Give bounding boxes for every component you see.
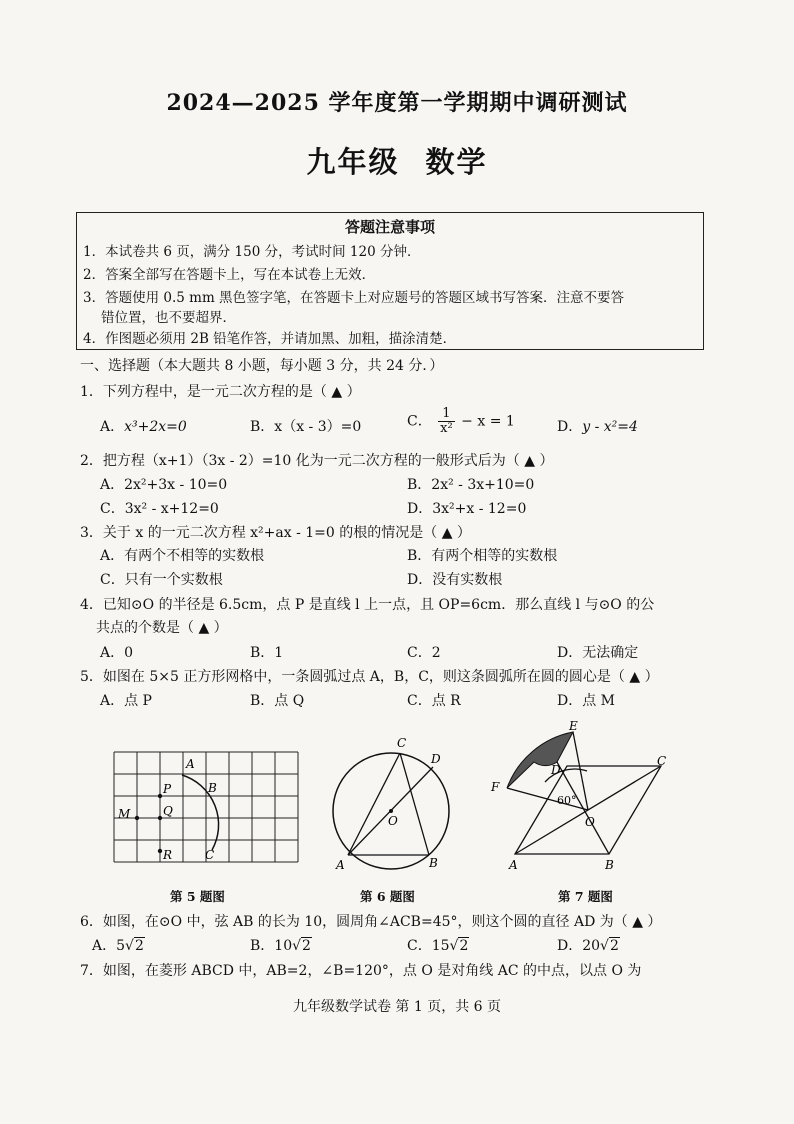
fig7-label-c: C bbox=[657, 754, 667, 768]
figure-6-caption: 第 6 题图 bbox=[360, 889, 415, 904]
q1-c-prefix: C． bbox=[407, 413, 432, 430]
fig5-gridlines bbox=[114, 752, 298, 862]
q1-c-numerator: 1 bbox=[438, 407, 455, 422]
exam-subtitle: 九年级 数学 bbox=[306, 145, 488, 179]
fig6-label-c: C bbox=[397, 736, 407, 750]
fig6-label-b: B bbox=[429, 856, 438, 870]
fig6-label-d: D bbox=[431, 752, 441, 766]
q1-stem: 1．下列方程中，是一元二次方程的是（ ▲ ） bbox=[80, 384, 361, 400]
notice-item-2: 2．答案全部写在答题卡上，写在本试卷上无效． bbox=[83, 267, 376, 283]
q2-option-c: C．3x² - x+12=0 bbox=[100, 501, 219, 517]
q1-c-tail: − x = 1 bbox=[461, 413, 515, 430]
q1-c-denominator: x² bbox=[440, 421, 453, 436]
fig6-center-point bbox=[389, 809, 393, 813]
fig7-label-a: A bbox=[509, 858, 518, 872]
q6-option-d: D．20√2 bbox=[557, 938, 619, 954]
q3-option-a: A．有两个不相等的实数根 bbox=[100, 548, 265, 564]
q6-c-prefix: C．15 bbox=[407, 938, 450, 954]
figure-5-grid bbox=[112, 748, 302, 873]
fig5-label-p: P bbox=[163, 782, 172, 796]
fig7-label-d: D bbox=[551, 763, 561, 777]
q1-c-fraction bbox=[438, 407, 455, 436]
q4-option-c: C．2 bbox=[407, 645, 441, 661]
q4-option-b: B．1 bbox=[250, 645, 284, 661]
q6-stem: 6．如图，在⊙O 中，弦 AB 的长为 10，圆周角∠ACB=45°，则这个圆的直径 AD 为（ ▲ ） bbox=[80, 914, 662, 930]
fig7-rhombus-lines bbox=[507, 732, 661, 854]
q1-option-b bbox=[250, 416, 361, 436]
fig6-lines bbox=[348, 753, 433, 855]
fig6-label-o: O bbox=[388, 814, 398, 828]
section-heading: 一、选择题（本大题共 8 小题，每小题 3 分，共 24 分．） bbox=[80, 358, 444, 374]
q1-b-text: x（x - 3）=0 bbox=[274, 419, 362, 435]
q3-option-c: C．只有一个实数根 bbox=[100, 572, 223, 588]
q1-d-prefix: D． bbox=[557, 419, 583, 435]
q2-option-d: D．3x²+x - 12=0 bbox=[407, 501, 527, 517]
q2-option-b: B．2x² - 3x+10=0 bbox=[407, 477, 535, 493]
fig7-label-o: O bbox=[585, 815, 595, 829]
q1-d-text: y - x²=4 bbox=[582, 419, 638, 435]
q6-c-radicand: 2 bbox=[459, 938, 469, 954]
figure-5-caption: 第 5 题图 bbox=[170, 889, 225, 904]
q5-option-a: A．点 P bbox=[100, 693, 152, 709]
q6-b-prefix: B．10 bbox=[250, 938, 293, 954]
notice-item-3: 3．答题使用 0.5 mm 黑色签字笔，在答题卡上对应题号的答题区域书写答案．注意不要答 bbox=[83, 290, 625, 306]
q5-stem: 5．如图在 5×5 正方形网格中，一条圆弧过点 A，B，C，则这条圆弧所在圆的圆心是（ ▲ ） bbox=[80, 669, 659, 685]
page-footer: 九年级数学试卷 第 1 页，共 6 页 bbox=[292, 999, 502, 1015]
q4-option-a: A．0 bbox=[100, 645, 134, 661]
fig5-label-q: Q bbox=[163, 804, 173, 818]
fig7-label-f: F bbox=[491, 780, 500, 794]
q1-b-prefix: B． bbox=[250, 419, 275, 435]
q6-option-c: C．15√2 bbox=[407, 938, 469, 954]
q5-option-d: D．点 M bbox=[557, 693, 616, 709]
notice-item-4: 4．作图题必须用 2B 铅笔作答，并请加黑、加粗，描涂清楚． bbox=[83, 331, 457, 347]
fig5-label-a: A bbox=[186, 757, 195, 771]
q1-option-c bbox=[407, 407, 515, 436]
q3-stem: 3．关于 x 的一元二次方程 x²+ax - 1=0 的根的情况是（ ▲ ） bbox=[80, 525, 471, 541]
notice-heading: 答题注意事项 bbox=[344, 218, 435, 236]
figure-7-rhombus bbox=[485, 718, 675, 876]
q5-option-c: C．点 R bbox=[407, 693, 461, 709]
notice-item-1: 1．本试卷共 6 页，满分 150 分，考试时间 120 分钟． bbox=[83, 244, 421, 260]
q6-d-prefix: D．20 bbox=[557, 938, 601, 954]
q3-option-b: B．有两个相等的实数根 bbox=[407, 548, 558, 564]
q1-option-d bbox=[557, 416, 638, 436]
q4-option-d: D．无法确定 bbox=[557, 645, 639, 661]
fig5-label-b: B bbox=[208, 781, 217, 795]
q6-option-b: B．10√2 bbox=[250, 938, 311, 954]
q6-option-a: A．5√2 bbox=[92, 938, 144, 954]
q6-b-radicand: 2 bbox=[302, 938, 311, 954]
fig7-label-angle: 60° bbox=[557, 794, 577, 807]
fig5-points bbox=[135, 794, 162, 853]
figure-6-circle bbox=[325, 733, 450, 873]
q1-option-a bbox=[100, 416, 187, 436]
fig6-label-a: A bbox=[336, 858, 345, 872]
q2-option-a: A．2x²+3x - 10=0 bbox=[100, 477, 228, 493]
q2-stem: 2．把方程（x+1）（3x - 2）=10 化为一元二次方程的一般形式后为（ ▲ ） bbox=[80, 453, 554, 469]
q4-stem-line1: 4．已知⊙O 的半径是 6.5cm，点 P 是直线 l 上一点，且 OP=6cm．那么直线 l 与⊙O 的公 bbox=[80, 597, 655, 613]
fig7-shaded-sector bbox=[507, 732, 573, 788]
q4-stem-line2: 共点的个数是（ ▲ ） bbox=[96, 620, 228, 636]
exam-title: 2024—2025 学年度第一学期期中调研测试 bbox=[166, 90, 628, 116]
q6-d-radicand: 2 bbox=[609, 938, 619, 954]
q3-option-d: D．没有实数根 bbox=[407, 572, 503, 588]
figure-7-caption: 第 7 题图 bbox=[558, 889, 613, 904]
notice-box bbox=[76, 212, 704, 350]
q6-a-radicand: 2 bbox=[134, 938, 144, 954]
fig7-label-e: E bbox=[569, 719, 578, 733]
q1-a-prefix: A． bbox=[100, 419, 125, 435]
q6-a-prefix: A．5 bbox=[92, 938, 126, 954]
fig5-label-r: R bbox=[163, 848, 173, 862]
notice-item-3-cont: 错位置，也不要超界． bbox=[101, 310, 236, 326]
fig5-label-c: C bbox=[205, 848, 215, 862]
q1-a-text: x³+2x=0 bbox=[124, 419, 187, 435]
q7-stem: 7．如图，在菱形 ABCD 中，AB=2，∠B=120°，点 O 是对角线 AC 的中点，以点 O 为 bbox=[80, 963, 642, 979]
fig5-label-m: M bbox=[118, 807, 131, 821]
fig7-label-b: B bbox=[605, 858, 614, 872]
q5-option-b: B．点 Q bbox=[250, 693, 305, 709]
